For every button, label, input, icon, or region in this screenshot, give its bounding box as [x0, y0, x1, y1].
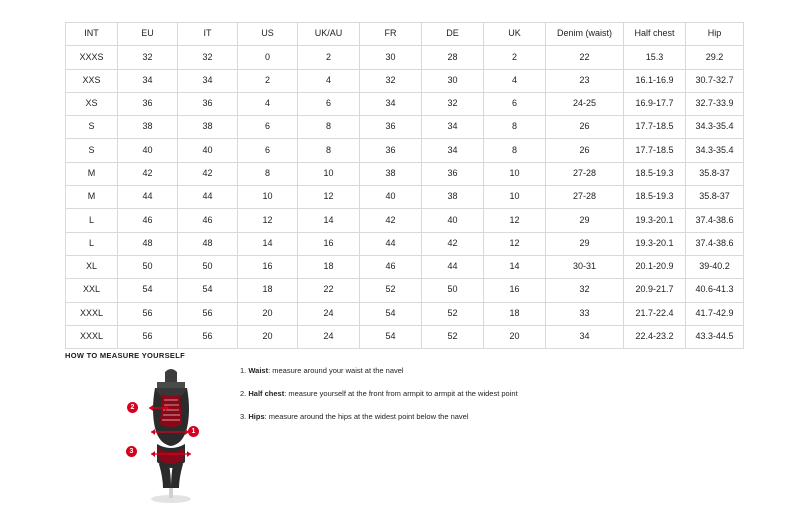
cell: 18	[298, 255, 360, 278]
note-text: : measure yourself at the front from armpit to armpit at the widest point	[284, 388, 518, 398]
cell: 32	[546, 279, 624, 302]
note-index: 2.	[240, 388, 247, 398]
table-row	[66, 209, 744, 232]
cell: 4	[484, 69, 546, 92]
cell: 26	[546, 139, 624, 162]
cell: 16.9-17.7	[624, 92, 686, 115]
column-header: IT	[178, 23, 238, 46]
cell: 32	[422, 92, 484, 115]
cell: 6	[484, 92, 546, 115]
cell: 44	[118, 186, 178, 209]
cell: 52	[422, 302, 484, 325]
cell: 16	[298, 232, 360, 255]
cell: 42	[360, 209, 422, 232]
cell: 32	[118, 46, 178, 69]
cell: XS	[66, 92, 118, 115]
table-row	[66, 92, 744, 115]
cell: 24-25	[546, 92, 624, 115]
cell: 29	[546, 232, 624, 255]
cell: 38	[118, 116, 178, 139]
how-to-measure-section	[65, 366, 625, 506]
cell: 54	[118, 279, 178, 302]
cell: 18	[238, 279, 298, 302]
cell: 22.4-23.2	[624, 325, 686, 348]
table-row	[66, 46, 744, 69]
note-index: 3.	[240, 411, 247, 421]
cell: 8	[298, 139, 360, 162]
cell: 34	[422, 116, 484, 139]
cell: 46	[118, 209, 178, 232]
cell: M	[66, 162, 118, 185]
cell: 20	[238, 302, 298, 325]
table-row	[66, 186, 744, 209]
table-row	[66, 69, 744, 92]
how-to-measure-title: HOW TO MEASURE YOURSELF	[65, 351, 185, 360]
cell: 32	[360, 69, 422, 92]
cell: 43.3-44.5	[686, 325, 744, 348]
cell: 28	[422, 46, 484, 69]
cell: 54	[360, 325, 422, 348]
cell: 29.2	[686, 46, 744, 69]
mannequin-illustration	[105, 366, 235, 506]
cell: 40	[118, 139, 178, 162]
cell: 2	[238, 69, 298, 92]
note-index: 1.	[240, 366, 247, 375]
table-row	[66, 116, 744, 139]
cell: 4	[238, 92, 298, 115]
cell: 52	[422, 325, 484, 348]
note-text: : measure around your waist at the navel	[268, 366, 404, 375]
cell: 20	[238, 325, 298, 348]
cell: 34.3-35.4	[686, 139, 744, 162]
cell: 36	[360, 139, 422, 162]
table-row	[66, 325, 744, 348]
cell: 16.1-16.9	[624, 69, 686, 92]
table-row	[66, 255, 744, 278]
cell: 18.5-19.3	[624, 186, 686, 209]
cell: 14	[238, 232, 298, 255]
cell: 38	[422, 186, 484, 209]
cell: 56	[178, 302, 238, 325]
cell: 42	[422, 232, 484, 255]
cell: 46	[360, 255, 422, 278]
cell: 38	[360, 162, 422, 185]
cell: 54	[360, 302, 422, 325]
cell: 30-31	[546, 255, 624, 278]
cell: 29	[546, 209, 624, 232]
cell: 39-40.2	[686, 255, 744, 278]
cell: 38	[178, 116, 238, 139]
cell: 20.9-21.7	[624, 279, 686, 302]
cell: S	[66, 116, 118, 139]
cell: 14	[484, 255, 546, 278]
cell: 42	[118, 162, 178, 185]
cell: 16	[238, 255, 298, 278]
cell: 16	[484, 279, 546, 302]
column-header: UK/AU	[298, 23, 360, 46]
cell: 20	[484, 325, 546, 348]
column-header: DE	[422, 23, 484, 46]
mannequin-figure	[105, 366, 235, 506]
cell: XXXL	[66, 325, 118, 348]
cell: 18.5-19.3	[624, 162, 686, 185]
cell: 56	[118, 325, 178, 348]
cell: 14	[298, 209, 360, 232]
cell: 36	[178, 92, 238, 115]
cell: 48	[178, 232, 238, 255]
cell: 37.4-38.6	[686, 209, 744, 232]
column-header: Half chest	[624, 23, 686, 46]
measure-note-hips	[240, 412, 640, 422]
measure-note-half-chest	[240, 389, 640, 399]
cell: 10	[238, 186, 298, 209]
cell: 32	[178, 46, 238, 69]
marker-waist: 1	[188, 426, 199, 437]
column-header: EU	[118, 23, 178, 46]
cell: 19.3-20.1	[624, 209, 686, 232]
cell: 4	[298, 69, 360, 92]
cell: 56	[178, 325, 238, 348]
cell: 12	[298, 186, 360, 209]
cell: 20.1-20.9	[624, 255, 686, 278]
column-header: Hip	[686, 23, 744, 46]
cell: L	[66, 232, 118, 255]
cell: XL	[66, 255, 118, 278]
cell: 2	[298, 46, 360, 69]
cell: 34	[178, 69, 238, 92]
cell: 34	[422, 139, 484, 162]
cell: 22	[546, 46, 624, 69]
cell: 26	[546, 116, 624, 139]
table-row	[66, 279, 744, 302]
note-text: : measure around the hips at the widest point below the navel	[264, 411, 469, 421]
cell: 50	[178, 255, 238, 278]
cell: 33	[546, 302, 624, 325]
table-body	[66, 46, 744, 349]
cell: 44	[422, 255, 484, 278]
cell: M	[66, 186, 118, 209]
cell: 8	[484, 139, 546, 162]
size-table-container	[65, 22, 733, 349]
note-term: Waist	[248, 366, 269, 375]
cell: 30	[360, 46, 422, 69]
cell: 19.3-20.1	[624, 232, 686, 255]
column-header: UK	[484, 23, 546, 46]
cell: 24	[298, 325, 360, 348]
cell: S	[66, 139, 118, 162]
cell: 12	[238, 209, 298, 232]
cell: 34	[546, 325, 624, 348]
cell: 44	[360, 232, 422, 255]
cell: 6	[298, 92, 360, 115]
cell: 8	[484, 116, 546, 139]
table-row	[66, 232, 744, 255]
cell: 40	[422, 209, 484, 232]
cell: 34	[118, 69, 178, 92]
table-row	[66, 139, 744, 162]
cell: 34.3-35.4	[686, 116, 744, 139]
measure-note-waist	[240, 366, 640, 376]
note-term: Hips	[248, 411, 265, 421]
cell: 18	[484, 302, 546, 325]
cell: 36	[360, 116, 422, 139]
cell: 6	[238, 116, 298, 139]
cell: 12	[484, 209, 546, 232]
cell: 6	[238, 139, 298, 162]
cell: 21.7-22.4	[624, 302, 686, 325]
cell: 46	[178, 209, 238, 232]
cell: 27-28	[546, 162, 624, 185]
cell: 52	[360, 279, 422, 302]
cell: 10	[484, 162, 546, 185]
cell: 30	[422, 69, 484, 92]
marker-hips: 3	[126, 446, 137, 457]
cell: 41.7-42.9	[686, 302, 744, 325]
column-header: US	[238, 23, 298, 46]
cell: 10	[298, 162, 360, 185]
cell: 40.6-41.3	[686, 279, 744, 302]
column-header: Denim (waist)	[546, 23, 624, 46]
cell: 0	[238, 46, 298, 69]
table-row	[66, 302, 744, 325]
cell: 22	[298, 279, 360, 302]
cell: 2	[484, 46, 546, 69]
cell: 24	[298, 302, 360, 325]
cell: 8	[238, 162, 298, 185]
cell: 15.3	[624, 46, 686, 69]
cell: L	[66, 209, 118, 232]
cell: 17.7-18.5	[624, 116, 686, 139]
cell: 17.7-18.5	[624, 139, 686, 162]
cell: 44	[178, 186, 238, 209]
cell: 12	[484, 232, 546, 255]
cell: 40	[178, 139, 238, 162]
cell: 8	[298, 116, 360, 139]
cell: XXXS	[66, 46, 118, 69]
cell: XXXL	[66, 302, 118, 325]
table-row	[66, 162, 744, 185]
cell: 36	[422, 162, 484, 185]
cell: 35.8-37	[686, 162, 744, 185]
cell: 27-28	[546, 186, 624, 209]
cell: 48	[118, 232, 178, 255]
size-conversion-table	[65, 22, 744, 349]
cell: 42	[178, 162, 238, 185]
cell: 23	[546, 69, 624, 92]
cell: 37.4-38.6	[686, 232, 744, 255]
cell: 40	[360, 186, 422, 209]
cell: 32.7-33.9	[686, 92, 744, 115]
cell: 50	[422, 279, 484, 302]
cell: XXL	[66, 279, 118, 302]
cell: XXS	[66, 69, 118, 92]
cell: 35.8-37	[686, 186, 744, 209]
cell: 50	[118, 255, 178, 278]
cell: 34	[360, 92, 422, 115]
note-term: Half chest	[248, 388, 285, 398]
cell: 36	[118, 92, 178, 115]
cell: 30.7-32.7	[686, 69, 744, 92]
column-header: INT	[66, 23, 118, 46]
cell: 10	[484, 186, 546, 209]
marker-half-chest: 2	[127, 402, 138, 413]
measure-notes	[240, 366, 640, 434]
cell: 56	[118, 302, 178, 325]
column-header: FR	[360, 23, 422, 46]
table-header-row	[66, 23, 744, 46]
cell: 54	[178, 279, 238, 302]
